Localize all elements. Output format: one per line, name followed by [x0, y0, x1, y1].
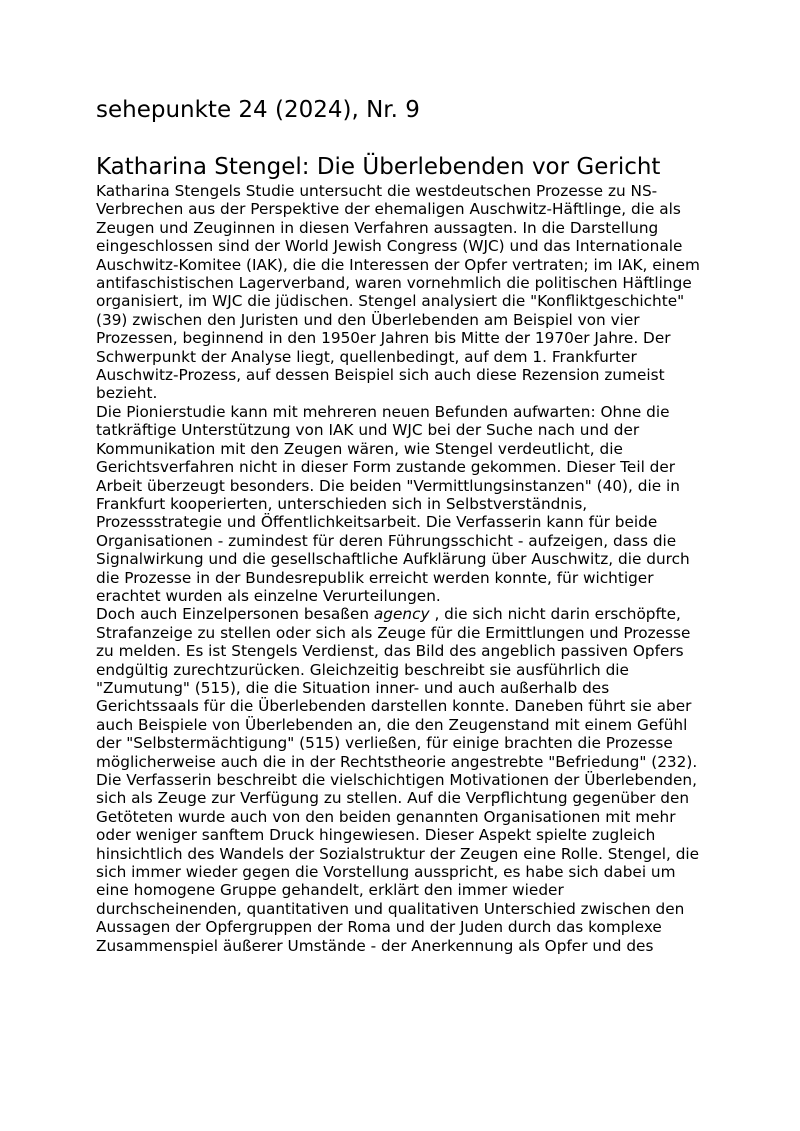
document-page [96, 96, 706, 955]
agency-term: agency [373, 605, 430, 624]
article-title: Katharina Stengel: Die Überlebenden vor Gericht [96, 154, 661, 180]
paragraph-4: Die Verfasserin beschreibt die vielschichtigen Motivationen der Überlebenden, sich als Zeuge zur Verfügung zu stellen. Auf die Verpflichtung gegenüber den Getöteten wurde auch von den beiden genannten Organisationen mit mehr oder weniger sanftem Druck hingewiesen. Dieser Aspekt spielte zugleich hinsichtlich des Wandels der Sozialstruktur der Zeugen eine Rolle. Stengel, die sich immer wieder gegen die Vorstellung ausspricht, es habe sich dabei um eine homogene Gruppe gehandelt, erklärt den immer wieder durchscheinenden, quantitativen und qualitativen Unterschied zwischen den Aussagen der Opfergruppen der Roma und der Juden durch das komplexe Zusammenspiel äußerer Umstände - der Anerkennung als Opfer und des [96, 771, 700, 955]
article-body [96, 182, 706, 955]
paragraph-3-start: Doch auch Einzelpersonen besaßen [96, 605, 374, 624]
paragraph-3-rest: , die sich nicht darin erschöpfte, Strafanzeige zu stellen oder sich als Zeuge für die Ermittlungen und Prozesse zu melden. Es ist Stengels Verdienst, das Bild des angeblich passiven Opfers endgültig zurechtzurücken. Gleichzeitig beschreibt sie ausführlich die "Zumutung" (515), die die Situation inner- und auch außerhalb des Gerichtssaals für die Überlebenden darstellen konnte. Daneben führt sie aber auch Beispiele von Überlebenden an, die den Zeugenstand mit einem Gefühl der "Selbstermächtigung" (515) verließen, für einige brachten die Prozesse möglicherweise auch die in der Rechtstheorie angestrebte "Befriedung" (232). [96, 605, 698, 771]
paragraph-3 [96, 605, 706, 771]
paragraph-1: Katharina Stengels Studie untersucht die westdeutschen Prozesse zu NS-Verbrechen aus der Perspektive der ehemaligen Auschwitz-Häftlinge, die als Zeugen und Zeuginnen in diesen Verfahren aussagten. In die Darstellung eingeschlossen sind der World Jewish Congress (WJC) und das Internationale Auschwitz-Komitee (IAK), die die Interessen der Opfer vertraten; im IAK, einem antifaschistischen Lagerverband, waren vornehmlich die politischen Häftlinge organisiert, im WJC die jüdischen. Stengel analysiert die "Konfliktgeschichte" (39) zwischen den Juristen und den Überlebenden am Beispiel von vier Prozessen, beginnend in den 1950er Jahren bis Mitte der 1970er Jahre. Der Schwerpunkt der Analyse liegt, quellenbedingt, auf dem 1. Frankfurter Auschwitz-Prozess, auf dessen Beispiel sich auch diese Rezension zumeist bezieht. [96, 182, 700, 403]
journal-title: sehepunkte 24 (2024), Nr. 9 [96, 97, 420, 123]
paragraph-2: Die Pionierstudie kann mit mehreren neuen Befunden aufwarten: Ohne die tatkräftige Unterstützung von IAK und WJC bei der Suche nach und der Kommunikation mit den Zeugen wären, wie Stengel verdeutlicht, die Gerichtsverfahren nicht in dieser Form zustande gekommen. Dieser Teil der Arbeit überzeugt besonders. Die beiden "Vermittlungsinstanzen" (40), die in Frankfurt kooperierten, unterschieden sich in Selbstverständnis, Prozessstrategie und Öffentlichkeitsarbeit. Die Verfasserin kann für beide Organisationen - zumindest für deren Führungsschicht - aufzeigen, dass die Signalwirkung und die gesellschaftliche Aufklärung über Auschwitz, die durch die Prozesse in der Bundesrepublik erreicht werden konnte, für wichtiger erachtet wurden als einzelne Verurteilungen. [96, 402, 690, 605]
